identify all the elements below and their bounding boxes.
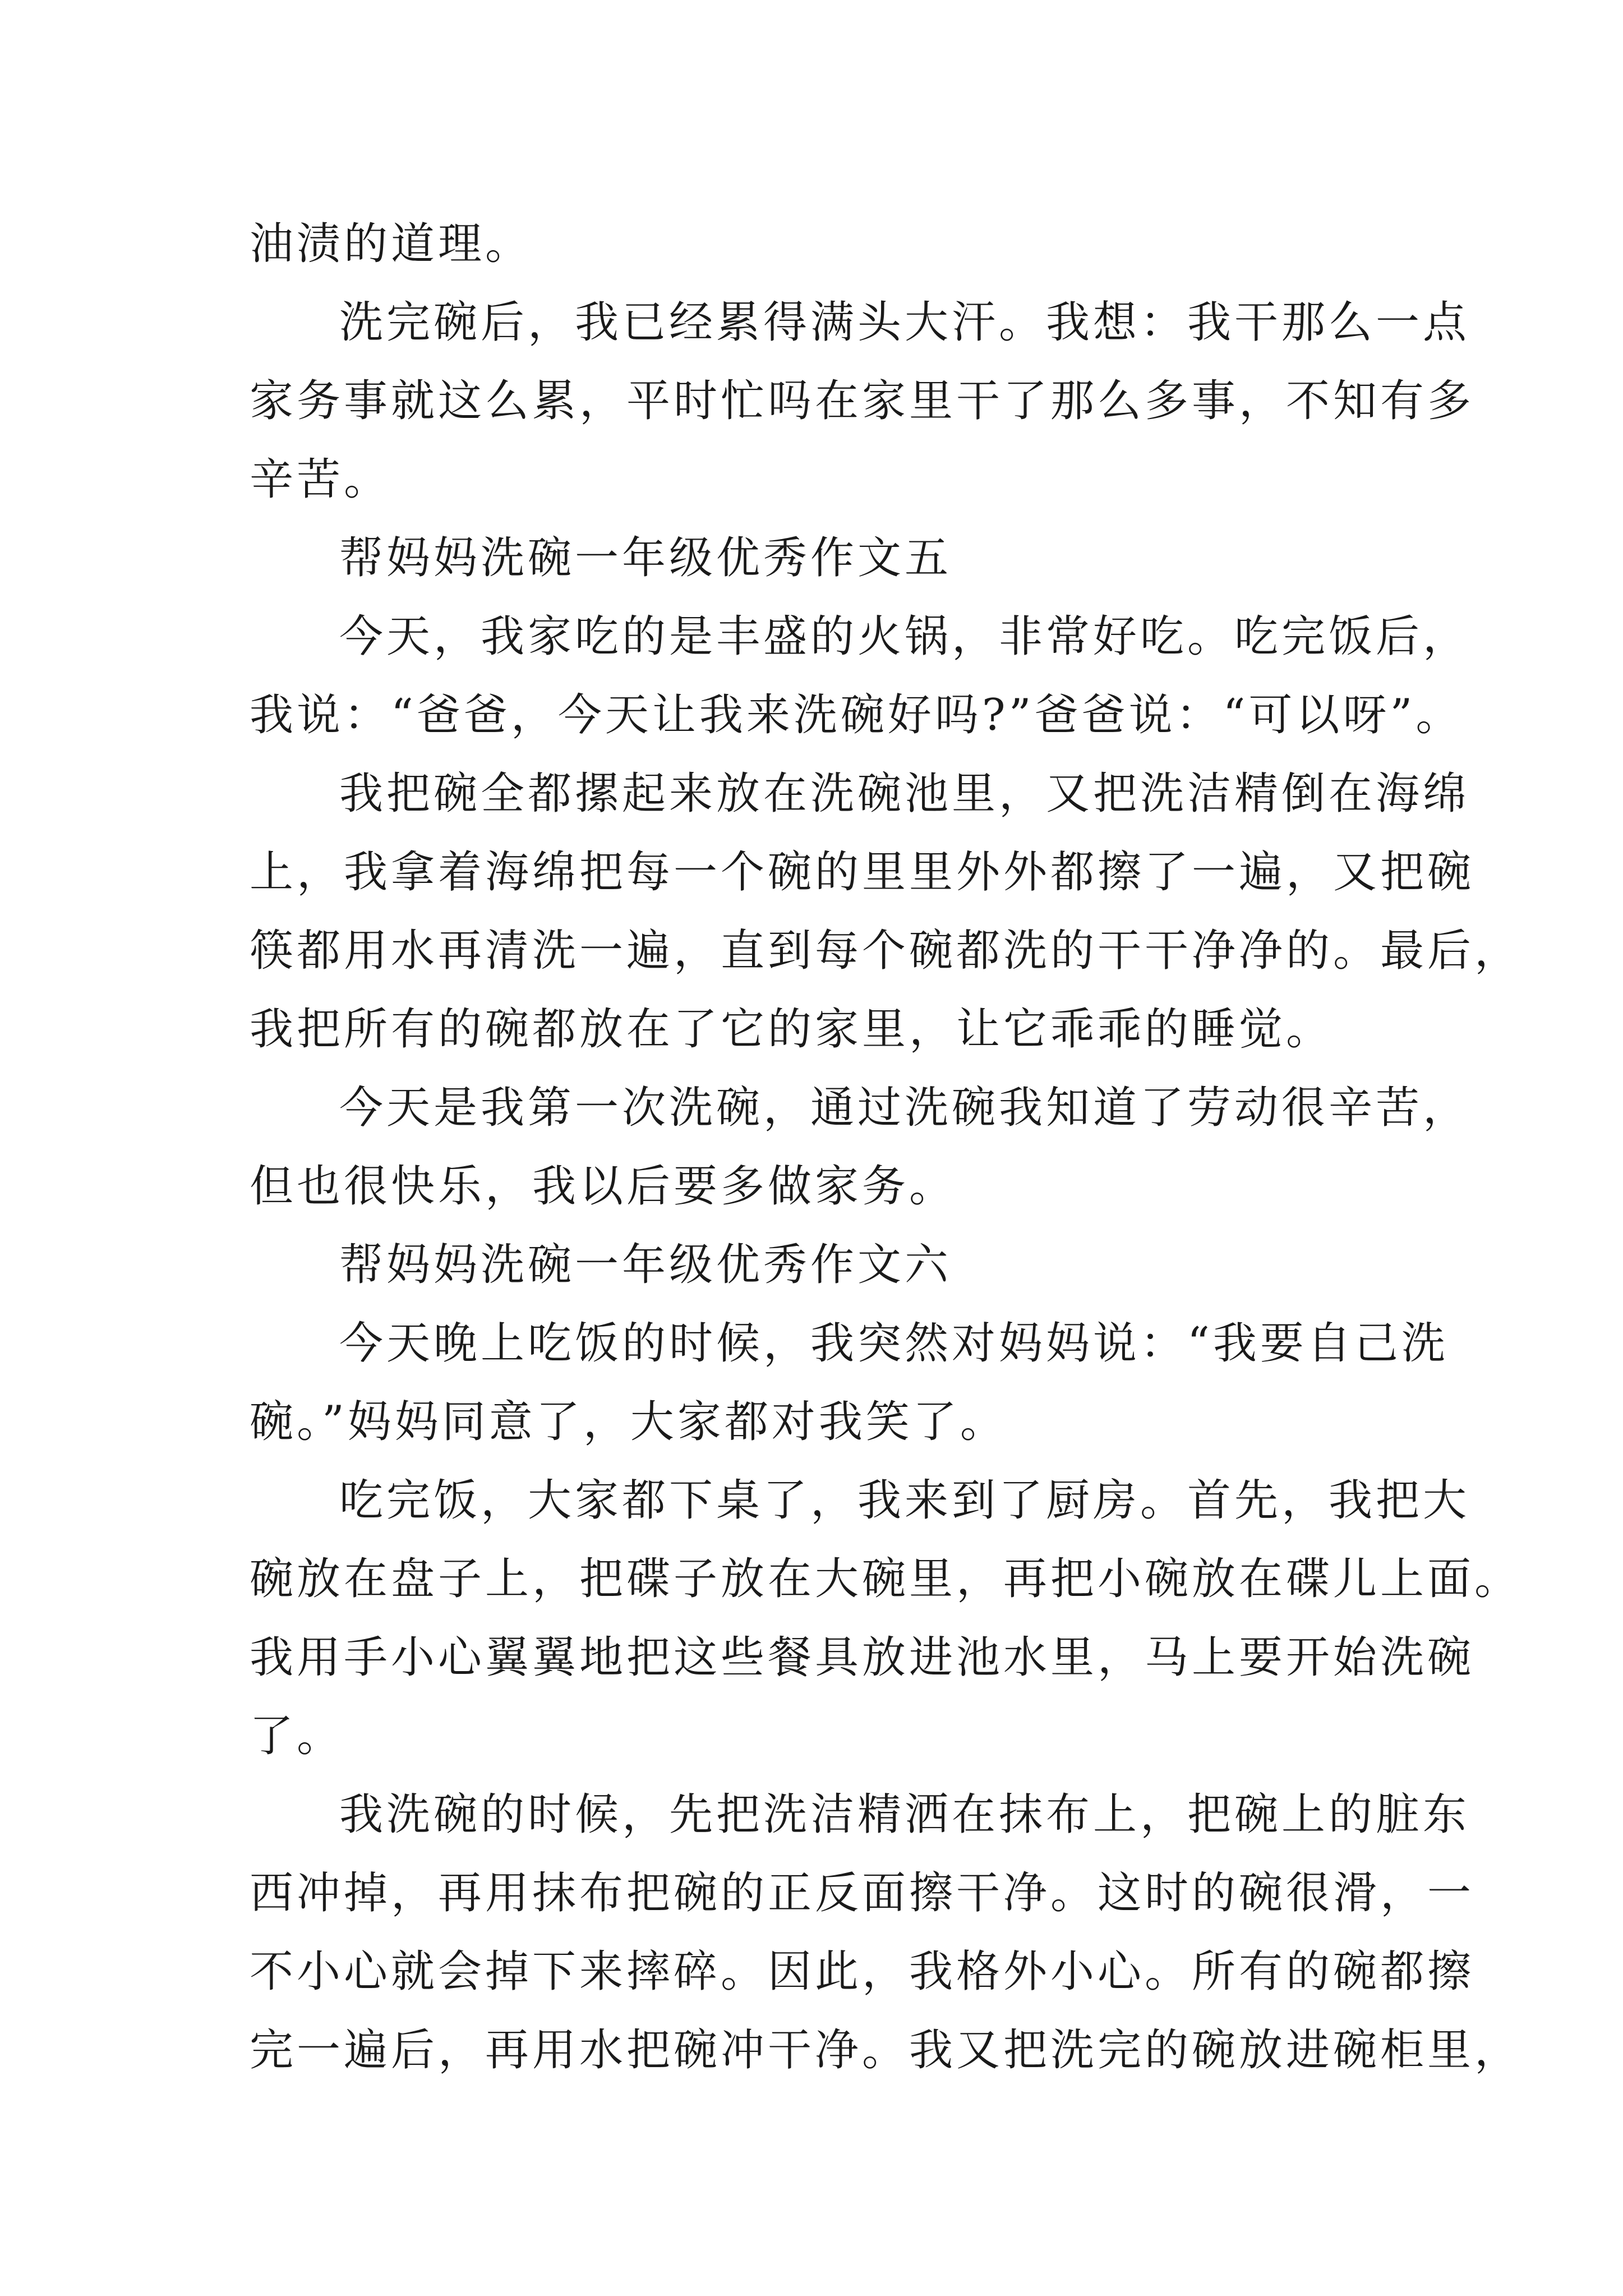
section-heading-six: 帮妈妈洗碗一年级优秀作文六	[339, 1240, 952, 1290]
paragraph-first-line: 我把碗全都摞起来放在洗碗池里，又把洗洁精倒在海绵	[339, 769, 1470, 819]
text-line: 上，我拿着海绵把每一个碗的里里外外都擦了一遍，又把碗	[250, 847, 1475, 898]
text-line: 我把所有的碗都放在了它的家里，让它乖乖的睡觉。	[250, 1004, 1334, 1055]
text-line: 辛苦。	[250, 454, 391, 505]
paragraph-first-line: 今天是我第一次洗碗，通过洗碗我知道了劳动很辛苦，	[339, 1083, 1470, 1133]
text-line: 西冲掉，再用抹布把碗的正反面擦干净。这时的碗很滑，一	[250, 1868, 1475, 1918]
paragraph-first-line: 今天晚上吃饭的时候，我突然对妈妈说：“我要自己洗	[339, 1318, 1449, 1369]
text-line: 不小心就会掉下来摔碎。因此，我格外小心。所有的碗都擦	[250, 1947, 1475, 1997]
text-line: 完一遍后，再用水把碗冲干净。我又把洗完的碗放进碗柜里，	[250, 2025, 1522, 2076]
text-line: 筷都用水再清洗一遍，直到每个碗都洗的干干净净的。最后，	[250, 926, 1522, 976]
text-line: 碗。”妈妈同意了，大家都对我笑了。	[250, 1397, 1007, 1447]
paragraph-first-line: 洗完碗后，我已经累得满头大汗。我想：我干那么一点	[339, 297, 1470, 348]
text-line: 我用手小心翼翼地把这些餐具放进池水里，马上要开始洗碗	[250, 1632, 1475, 1683]
text-line: 油渍的道理。	[250, 219, 533, 269]
paragraph-first-line: 我洗碗的时候，先把洗洁精洒在抹布上，把碗上的脏东	[339, 1789, 1470, 1840]
document-body	[250, 205, 1522, 2090]
text-line: 家务事就这么累，平时忙吗在家里干了那么多事，不知有多	[250, 376, 1475, 426]
text-line: 了。	[250, 1711, 344, 1761]
text-line: 碗放在盘子上，把碟子放在大碗里，再把小碗放在碟儿上面。	[250, 1554, 1522, 1604]
paragraph-first-line: 今天，我家吃的是丰盛的火锅，非常好吃。吃完饭后，	[339, 611, 1470, 662]
text-line: 我说：“爸爸，今天让我来洗碗好吗?”爸爸说：“可以呀”。	[250, 690, 1463, 740]
section-heading-five: 帮妈妈洗碗一年级优秀作文五	[339, 533, 952, 583]
text-line: 但也很快乐，我以后要多做家务。	[250, 1161, 957, 1212]
paragraph-first-line: 吃完饭，大家都下桌了，我来到了厨房。首先，我把大	[339, 1475, 1470, 1526]
